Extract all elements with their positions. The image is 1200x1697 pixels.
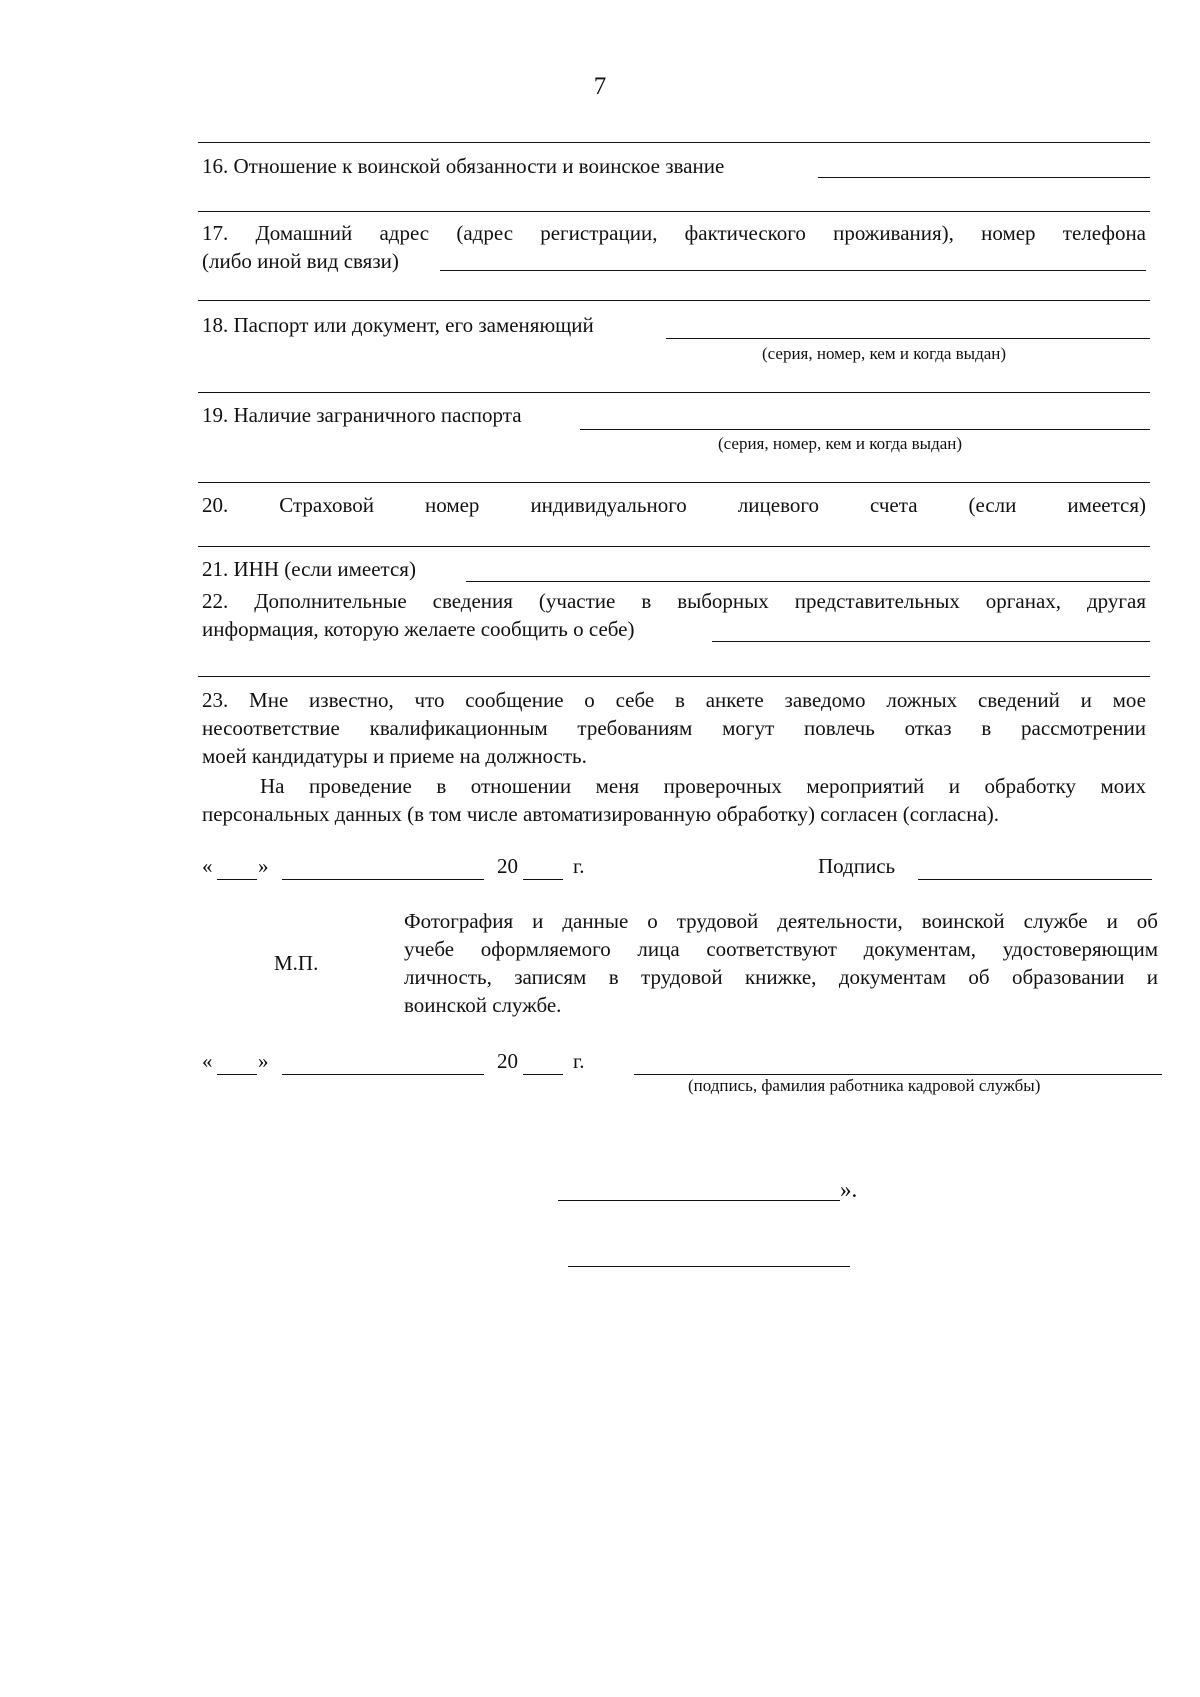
hr-date-year-field[interactable] <box>523 1074 563 1075</box>
hr-date-year-suffix: г. <box>573 1049 585 1073</box>
hr-date-day-field[interactable] <box>217 1074 257 1075</box>
hr-signature-field[interactable] <box>634 1074 1162 1075</box>
item-20-label: 20. Страховой номер индивидуального лицевого счета (если имеется) <box>202 493 1146 517</box>
item-17-label-line2: (либо иной вид связи) <box>202 249 399 273</box>
closing-line-1 <box>558 1200 840 1201</box>
item-18-label: 18. Паспорт или документ, его заменяющий <box>202 313 594 337</box>
item-17-label-line1: 17. Домашний адрес (адрес регистрации, фактического проживания), номер телефона <box>202 221 1146 245</box>
item-18-hint: (серия, номер, кем и когда выдан) <box>762 344 1007 363</box>
item-18-field[interactable] <box>666 338 1150 339</box>
item-16-top-rule <box>198 142 1150 143</box>
hr-date-open-quote: « <box>202 1049 213 1073</box>
item-21-label: 21. ИНН (если имеется) <box>202 557 416 581</box>
verification-text-line1: Фотография и данные о трудовой деятельности, воинской службе и об <box>404 909 1158 933</box>
signature-field[interactable] <box>918 879 1152 880</box>
date-open-quote: « <box>202 854 213 878</box>
date-year-field[interactable] <box>523 879 563 880</box>
hr-signature-hint: (подпись, фамилия работника кадровой службы) <box>688 1076 1041 1095</box>
item-19-field[interactable] <box>580 429 1150 430</box>
item-22-label-line2: информация, которую желаете сообщить о себе) <box>202 617 635 641</box>
verification-text-line4: воинской службе. <box>404 993 562 1017</box>
item-20-bottom-rule <box>198 546 1150 547</box>
item-22-field[interactable] <box>712 641 1150 642</box>
item-21-field[interactable] <box>466 581 1150 582</box>
date-month-field[interactable] <box>282 879 484 880</box>
hr-date-close-quote: » <box>258 1049 269 1073</box>
date-year-suffix: г. <box>573 854 585 878</box>
signature-label: Подпись <box>818 854 896 878</box>
hr-date-month-field[interactable] <box>282 1074 484 1075</box>
item-19-label: 19. Наличие заграничного паспорта <box>202 403 522 427</box>
item-23-para1-line2: несоответствие квалификационным требованиям могут повлечь отказ в рассмотрении <box>202 716 1146 740</box>
closing-line-2 <box>568 1266 850 1267</box>
verification-text-line2: учебе оформляемого лица соответствуют документам, удостоверяющим <box>404 937 1158 961</box>
item-17-top-rule <box>198 211 1150 212</box>
item-19-bottom-rule <box>198 482 1150 483</box>
item-16-field[interactable] <box>818 177 1150 178</box>
item-23-para2-line2: персональных данных (в том числе автоматизированную обработку) согласен (согласна). <box>202 802 1000 826</box>
item-23-para1-line1: 23. Мне известно, что сообщение о себе в анкете заведомо ложных сведений и мое <box>202 688 1146 712</box>
item-17-field[interactable] <box>440 270 1146 271</box>
closing-end-quote: ». <box>840 1177 858 1202</box>
stamp-mp-label: М.П. <box>274 951 319 975</box>
date-close-quote: » <box>258 854 269 878</box>
item-22-label-line1: 22. Дополнительные сведения (участие в выборных представительных органах, другая <box>202 589 1146 613</box>
item-22-bottom-rule <box>198 676 1150 677</box>
item-18-bottom-rule <box>198 392 1150 393</box>
page-number: 7 <box>593 73 607 100</box>
item-23-para2-line1: На проведение в отношении меня проверочных мероприятий и обработку моих <box>260 774 1146 798</box>
hr-date-year-prefix: 20 <box>497 1049 518 1073</box>
date-day-field[interactable] <box>217 879 257 880</box>
item-23-para1-line3: моей кандидатуры и приеме на должность. <box>202 744 587 768</box>
item-16-label: 16. Отношение к воинской обязанности и воинское звание <box>202 154 725 178</box>
date-year-prefix: 20 <box>497 854 518 878</box>
item-19-hint: (серия, номер, кем и когда выдан) <box>718 434 963 453</box>
item-17-bottom-rule <box>198 300 1150 301</box>
verification-text-line3: личность, записям в трудовой книжке, документам об образовании и <box>404 965 1158 989</box>
